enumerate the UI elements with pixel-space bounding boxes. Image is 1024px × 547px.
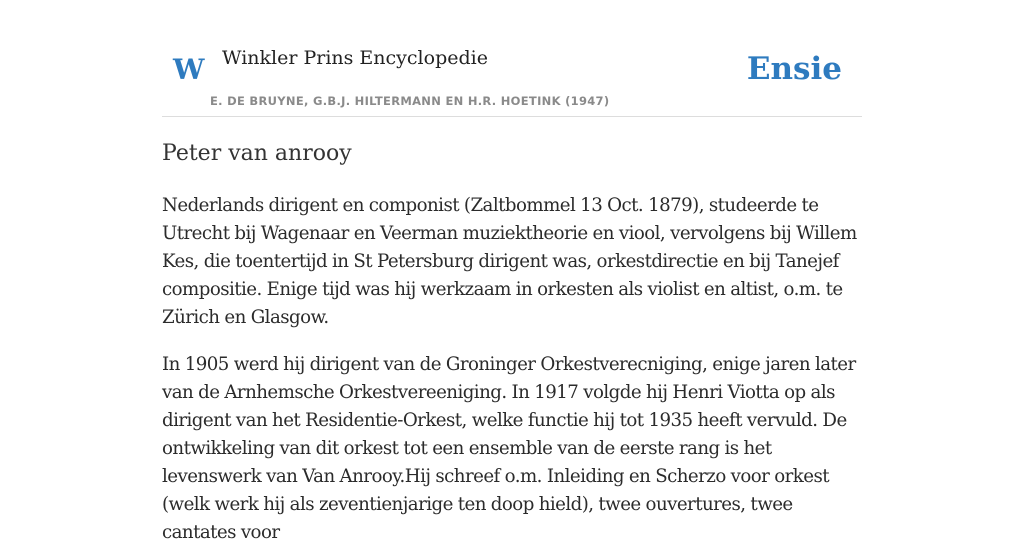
- article-paragraph-2: In 1905 werd hij dirigent van de Groninger Orkestverecniging, enige jaren later van de Arnhemsche Orkestvereeniging. In 1917 volgde hij Henri Viotta op als dirigent van het Residentie-Orkest, welke functie hij tot 1935 heeft vervuld. De ontwikkeling van dit orkest tot een ensemble van de eerste rang is het levenswerk van Van Anrooy.Hij schreef o.m. Inleiding en Scherzo voor orkest (welk werk hij als zeventienjarige ten doop hield), twee ouvertures, twee cantates voor: [162, 354, 856, 543]
- article-title: Peter van anrooy: [162, 141, 352, 166]
- article: [162, 138, 862, 547]
- winkler-prins-logo[interactable]: W: [173, 53, 205, 86]
- source-header: [162, 0, 862, 117]
- source-authors: E. DE BRUYNE, G.B.J. HILTERMANN EN H.R. HOETINK (1947): [210, 94, 610, 108]
- article-paragraph-1: Nederlands dirigent en componist (Zaltbommel 13 Oct. 1879), studeerde te Utrecht bij Wagenaar en Veerman muziektheorie en viool, vervolgens bij Willem Kes, die toentertijd in St Petersburg dirigent was, orkestdirectie en bij Tanejef compositie. Enige tijd was hij werkzaam in orkesten als violist en altist, o.m. te Zürich en Glasgow.: [162, 195, 857, 328]
- ensie-logo[interactable]: Ensie: [746, 51, 842, 87]
- source-title[interactable]: Winkler Prins Encyclopedie: [222, 47, 488, 69]
